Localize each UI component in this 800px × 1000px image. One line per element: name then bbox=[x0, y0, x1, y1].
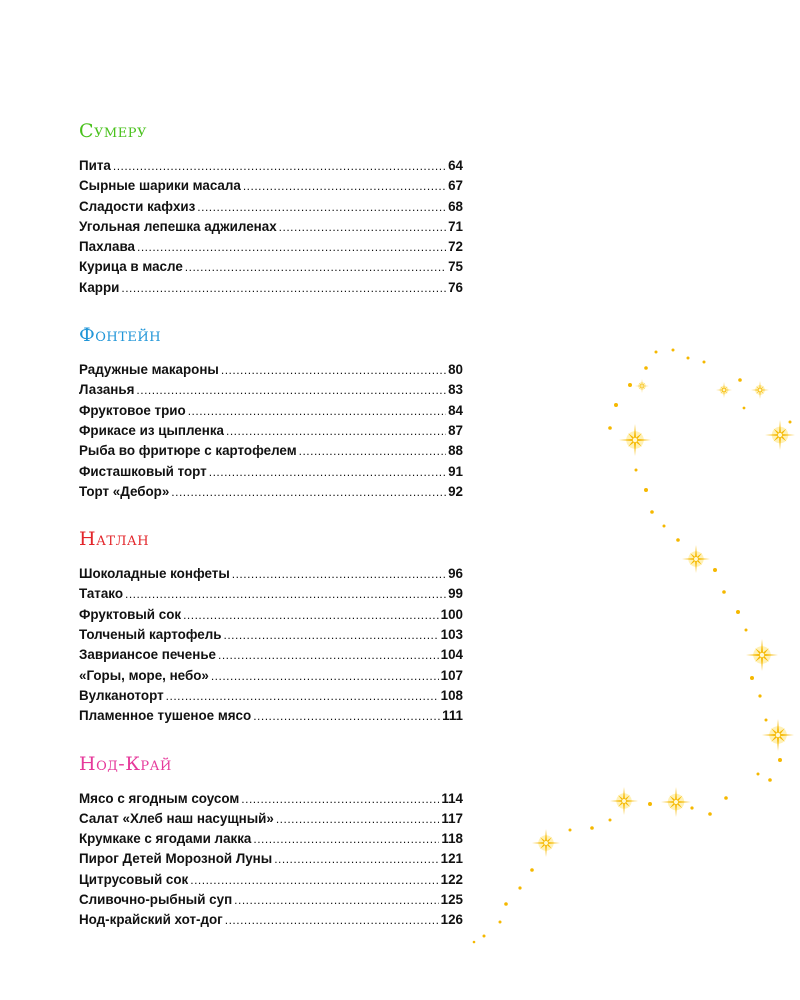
dot-leader bbox=[253, 829, 439, 849]
sparkle-dot bbox=[628, 383, 632, 387]
toc-entry[interactable] bbox=[79, 584, 463, 604]
entry-title: Радужные макароны bbox=[79, 362, 219, 378]
sparkle-star bbox=[619, 424, 651, 456]
dot-leader bbox=[274, 849, 438, 869]
toc-section bbox=[79, 751, 463, 931]
sparkle-dot bbox=[655, 351, 658, 354]
toc-entry-list bbox=[79, 156, 463, 298]
entry-page-number: 75 bbox=[448, 259, 463, 275]
dot-leader bbox=[188, 401, 446, 421]
toc-entry[interactable] bbox=[79, 849, 463, 869]
table-of-contents bbox=[79, 118, 463, 955]
sparkle-dot bbox=[690, 806, 693, 809]
toc-entry[interactable] bbox=[79, 257, 463, 277]
entry-title: Угольная лепешка аджиленах bbox=[79, 218, 277, 234]
entry-title: Курица в масле bbox=[79, 259, 183, 275]
toc-entry[interactable] bbox=[79, 706, 463, 726]
entry-title: Салат «Хлеб наш насущный» bbox=[79, 810, 274, 826]
sparkle-dot bbox=[758, 694, 761, 697]
section-title: Фонтейн bbox=[79, 324, 162, 347]
entry-page-number: 122 bbox=[440, 871, 463, 887]
entry-title: Шоколадные конфеты bbox=[79, 566, 230, 582]
entry-page-number: 104 bbox=[440, 647, 463, 663]
entry-title: Сладости кафхиз bbox=[79, 198, 196, 214]
dot-leader bbox=[197, 197, 446, 217]
sparkle-dot bbox=[530, 868, 534, 872]
sparkle-dot bbox=[569, 829, 572, 832]
toc-section bbox=[79, 322, 463, 502]
entry-title: Фисташковый торт bbox=[79, 463, 207, 479]
entry-page-number: 126 bbox=[440, 912, 463, 928]
sparkle-dot bbox=[518, 886, 521, 889]
entry-title: Фрикасе из цыпленка bbox=[79, 422, 224, 438]
entry-title: Мясо с ягодным соусом bbox=[79, 790, 240, 806]
sparkle-dot bbox=[648, 802, 652, 806]
entry-title: Цитрусовый сок bbox=[79, 871, 189, 887]
entry-title: Вулканоторт bbox=[79, 687, 164, 703]
sparkle-star bbox=[716, 382, 732, 398]
dot-leader bbox=[185, 257, 446, 277]
entry-page-number: 64 bbox=[448, 158, 463, 173]
toc-section bbox=[79, 526, 463, 726]
entry-page-number: 107 bbox=[440, 667, 463, 683]
dot-leader bbox=[243, 176, 446, 196]
dot-leader bbox=[113, 156, 446, 176]
entry-title: Пламенное тушеное мясо bbox=[79, 708, 252, 724]
entry-title: Карри bbox=[79, 279, 120, 295]
entry-page-number: 111 bbox=[442, 708, 463, 724]
dot-leader bbox=[218, 645, 439, 665]
entry-title: Завриансое печенье bbox=[79, 647, 216, 663]
dot-leader bbox=[190, 870, 438, 890]
toc-entry[interactable] bbox=[79, 686, 463, 706]
toc-entry[interactable] bbox=[79, 176, 463, 196]
dot-leader bbox=[121, 278, 446, 298]
entry-title: Толченый картофель bbox=[79, 627, 222, 643]
toc-entry[interactable] bbox=[79, 605, 463, 625]
sparkle-dot bbox=[608, 426, 612, 430]
sparkle-dot bbox=[703, 361, 706, 364]
dot-leader bbox=[232, 564, 446, 584]
toc-entry-list bbox=[79, 789, 463, 931]
toc-entry[interactable] bbox=[79, 360, 463, 380]
dot-leader bbox=[241, 789, 439, 809]
section-title: Сумеру bbox=[79, 120, 147, 142]
section-title: Нод-Край bbox=[79, 752, 172, 775]
toc-entry[interactable] bbox=[79, 482, 463, 502]
entry-page-number: 71 bbox=[448, 218, 463, 234]
entry-page-number: 121 bbox=[440, 851, 463, 867]
entry-title: Сливочно-рыбный суп bbox=[79, 892, 233, 908]
dot-leader bbox=[225, 910, 439, 930]
sparkle-dot bbox=[590, 826, 594, 830]
entry-title: Крумкаке с ягодами лакка bbox=[79, 831, 252, 847]
toc-entry[interactable] bbox=[79, 401, 463, 421]
dot-leader bbox=[125, 584, 446, 604]
entry-title: Нод-крайский хот-дог bbox=[79, 912, 223, 928]
entry-page-number: 108 bbox=[440, 687, 463, 703]
sparkle-star bbox=[532, 829, 560, 857]
entry-page-number: 125 bbox=[440, 892, 463, 908]
entry-title: Торт «Дебор» bbox=[79, 483, 170, 499]
toc-entry[interactable] bbox=[79, 237, 463, 257]
entry-page-number: 80 bbox=[448, 362, 463, 378]
toc-entry[interactable] bbox=[79, 421, 463, 441]
toc-entry[interactable] bbox=[79, 910, 463, 930]
dot-leader bbox=[276, 809, 440, 829]
entry-page-number: 88 bbox=[448, 443, 463, 459]
entry-page-number: 96 bbox=[448, 566, 463, 582]
sparkle-star bbox=[751, 381, 769, 399]
entry-title: Лазанья bbox=[79, 382, 135, 398]
toc-entry[interactable] bbox=[79, 870, 463, 890]
entry-page-number: 114 bbox=[441, 790, 463, 806]
entry-page-number: 100 bbox=[440, 606, 463, 622]
dot-leader bbox=[166, 686, 439, 706]
dot-leader bbox=[209, 462, 446, 482]
sparkle-dot bbox=[765, 719, 768, 722]
entry-page-number: 92 bbox=[448, 483, 463, 499]
toc-entry[interactable] bbox=[79, 645, 463, 665]
sparkle-star bbox=[682, 545, 710, 573]
dot-leader bbox=[171, 482, 446, 502]
sparkle-dot bbox=[687, 357, 690, 360]
toc-entry[interactable] bbox=[79, 156, 463, 176]
sparkle-dot bbox=[745, 629, 748, 632]
entry-title: Пирог Детей Морозной Луны bbox=[79, 851, 273, 867]
sparkle-dot bbox=[724, 796, 728, 800]
sparkle-star bbox=[635, 379, 649, 393]
sparkle-star bbox=[610, 787, 638, 815]
entry-page-number: 117 bbox=[441, 810, 463, 826]
sparkle-dot bbox=[609, 819, 612, 822]
sparkle-dot bbox=[504, 902, 508, 906]
entry-page-number: 76 bbox=[448, 279, 463, 295]
dot-leader bbox=[211, 666, 439, 686]
dot-leader bbox=[221, 360, 446, 380]
toc-entry[interactable] bbox=[79, 890, 463, 910]
toc-entry-list bbox=[79, 360, 463, 502]
entry-page-number: 103 bbox=[440, 627, 463, 643]
entry-page-number: 91 bbox=[448, 463, 463, 479]
sparkle-star bbox=[746, 639, 778, 671]
toc-entry[interactable] bbox=[79, 809, 463, 829]
toc-entry[interactable] bbox=[79, 197, 463, 217]
sparkle-dot bbox=[738, 378, 742, 382]
sparkle-dot bbox=[672, 349, 675, 352]
sparkle-dot bbox=[676, 538, 680, 542]
entry-page-number: 68 bbox=[448, 198, 463, 214]
dot-leader bbox=[253, 706, 440, 726]
entry-title: Пахлава bbox=[79, 239, 135, 255]
sparkle-dot bbox=[614, 403, 618, 407]
sparkle-dot bbox=[768, 778, 772, 782]
toc-entry[interactable] bbox=[79, 462, 463, 482]
sparkle-dot bbox=[750, 676, 754, 680]
sparkle-dot bbox=[644, 366, 648, 370]
sparkle-dot bbox=[635, 469, 638, 472]
entry-title: «Горы, море, небо» bbox=[79, 667, 209, 683]
entry-title: Пита bbox=[79, 158, 111, 173]
entry-page-number: 83 bbox=[448, 382, 463, 398]
sparkle-dot bbox=[722, 590, 726, 594]
sparkle-dot bbox=[483, 935, 486, 938]
entry-title: Рыба во фритюре с картофелем bbox=[79, 443, 297, 459]
sparkle-dot bbox=[644, 488, 648, 492]
toc-entry[interactable] bbox=[79, 217, 463, 237]
toc-section bbox=[79, 118, 463, 298]
toc-entry[interactable] bbox=[79, 789, 463, 809]
entry-title: Татако bbox=[79, 586, 124, 602]
sparkle-dot bbox=[743, 407, 746, 410]
sparkle-dot bbox=[736, 610, 740, 614]
toc-entry[interactable] bbox=[79, 829, 463, 849]
dot-leader bbox=[279, 217, 446, 237]
sparkle-dot bbox=[473, 941, 476, 944]
sparkle-star bbox=[661, 787, 691, 817]
toc-entry[interactable] bbox=[79, 666, 463, 686]
dot-leader bbox=[226, 421, 446, 441]
dot-leader bbox=[224, 625, 439, 645]
entry-page-number: 84 bbox=[448, 402, 463, 418]
toc-entry-list bbox=[79, 564, 463, 726]
sparkle-dot bbox=[663, 525, 666, 528]
sparkle-dot bbox=[757, 773, 760, 776]
toc-entry[interactable] bbox=[79, 625, 463, 645]
sparkle-dot bbox=[789, 421, 792, 424]
toc-entry[interactable] bbox=[79, 564, 463, 584]
dot-leader bbox=[234, 890, 439, 910]
dot-leader bbox=[136, 380, 446, 400]
dot-leader bbox=[137, 237, 446, 257]
dot-leader bbox=[183, 605, 439, 625]
dot-leader bbox=[299, 441, 446, 461]
entry-title: Сырные шарики масала bbox=[79, 178, 241, 194]
entry-title: Фруктовый сок bbox=[79, 606, 182, 622]
entry-title: Фруктовое трио bbox=[79, 402, 186, 418]
toc-entry[interactable] bbox=[79, 441, 463, 461]
sparkle-dot bbox=[708, 812, 712, 816]
sparkle-trail-icon bbox=[460, 330, 800, 950]
sparkle-dot bbox=[713, 568, 717, 572]
entry-page-number: 118 bbox=[441, 831, 463, 847]
sparkle-star bbox=[765, 420, 795, 450]
entry-page-number: 99 bbox=[448, 586, 463, 602]
toc-entry[interactable] bbox=[79, 278, 463, 298]
section-title: Натлан bbox=[79, 528, 150, 551]
entry-page-number: 87 bbox=[448, 422, 463, 438]
sparkle-dot bbox=[499, 921, 502, 924]
sparkle-star bbox=[762, 719, 794, 751]
sparkle-dot bbox=[778, 758, 782, 762]
entry-page-number: 72 bbox=[448, 239, 463, 255]
sparkle-dot bbox=[650, 510, 654, 514]
toc-entry[interactable] bbox=[79, 380, 463, 400]
entry-page-number: 67 bbox=[448, 178, 463, 194]
